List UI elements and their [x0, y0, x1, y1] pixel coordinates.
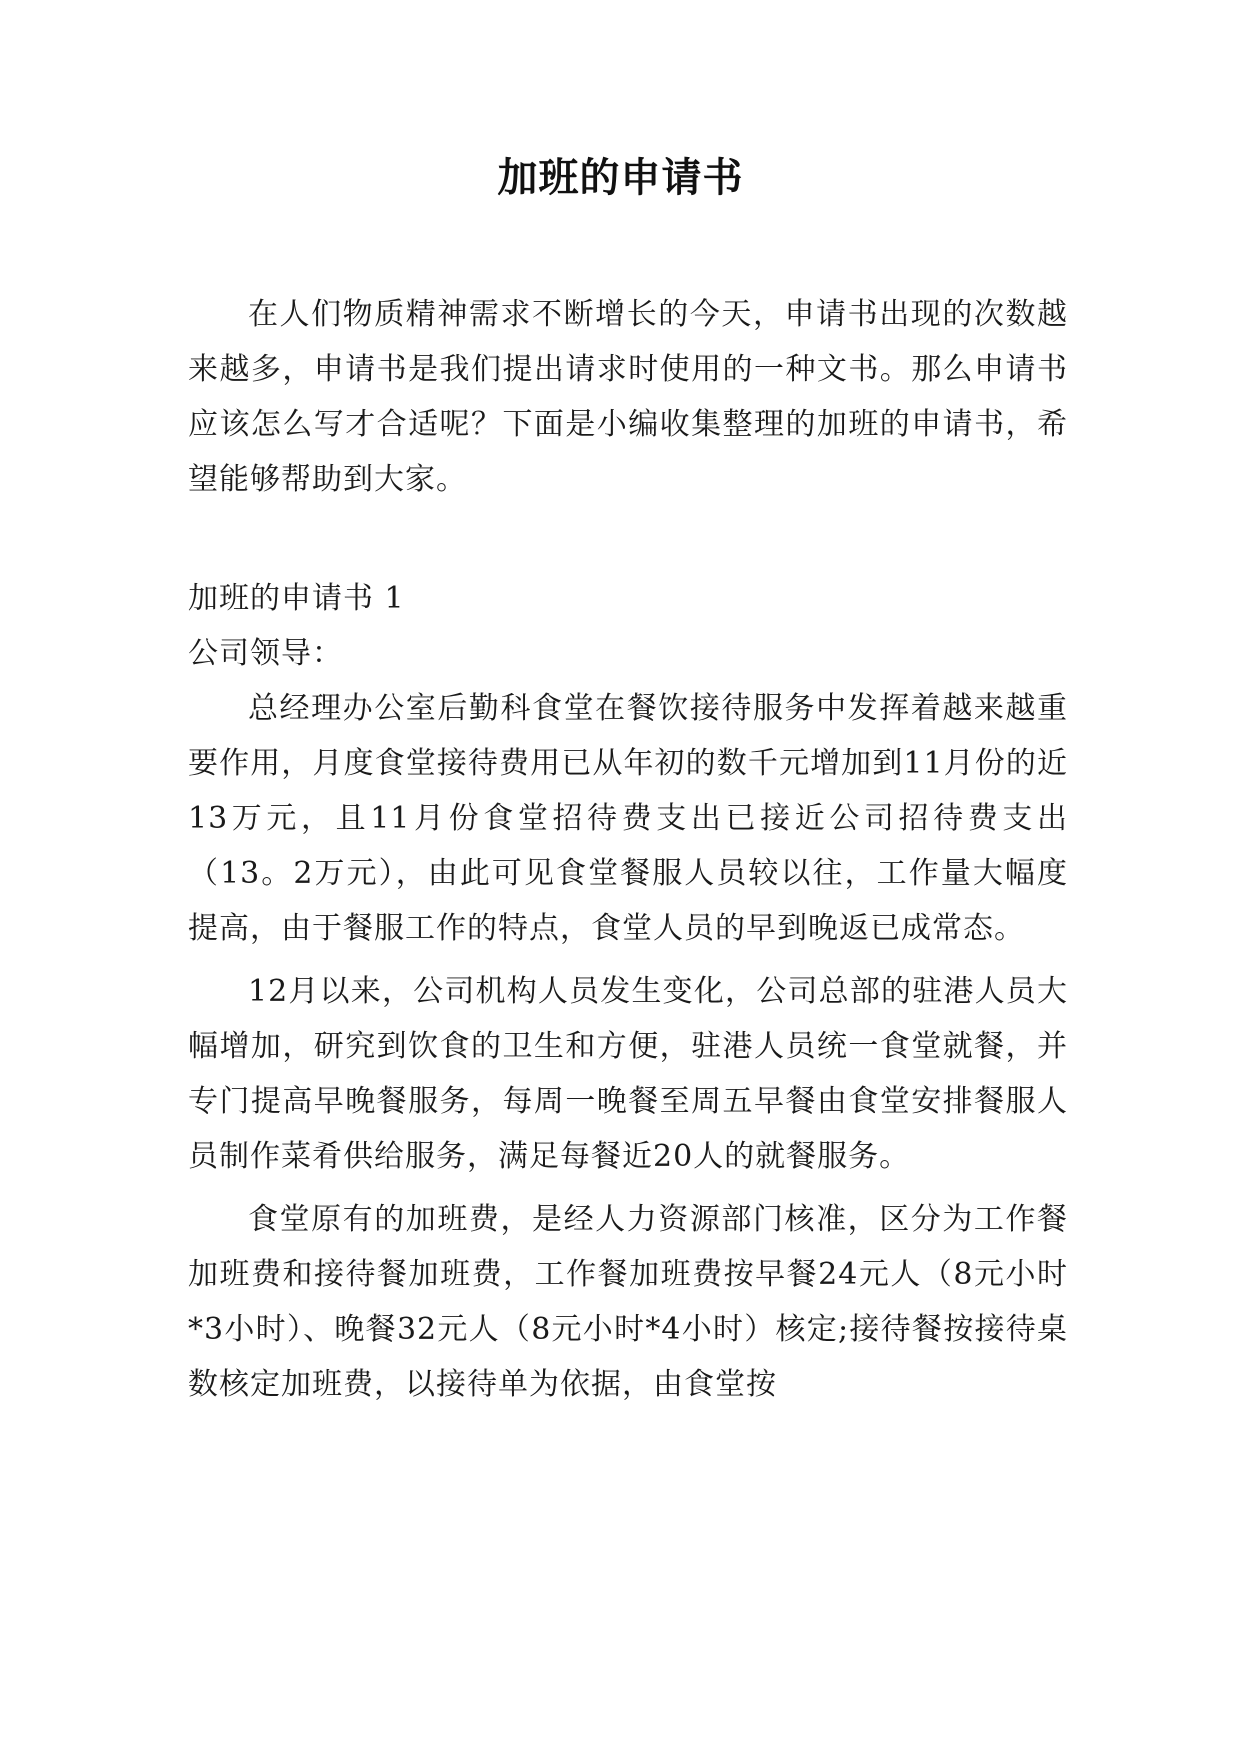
body-paragraph-2: 12月以来，公司机构人员发生变化，公司总部的驻港人员大幅增加，研究到饮食的卫生和方便，驻港人员统一食堂就餐，并专门提高早晚餐服务，每周一晚餐至周五早餐由食堂安排餐服人员制作菜肴供给服务，满足每餐近20人的就餐服务。 [188, 974, 1068, 1174]
section-heading: 加班的申请书 1 [188, 581, 405, 616]
document-title: 加班的申请书 [497, 154, 744, 201]
salutation: 公司领导： [188, 636, 343, 671]
body-paragraph-1: 总经理办公室后勤科食堂在餐饮接待服务中发挥着越来越重要作用，月度食堂接待费用已从年初的数千元增加到11月份的近13万元，且11月份食堂招待费支出已接近公司招待费支出（13。2万元），由此可见食堂餐服人员较以往，工作量大幅度提高，由于餐服工作的特点，食堂人员的早到晚返已成常态。 [188, 691, 1068, 946]
body-paragraph-3: 食堂原有的加班费，是经人力资源部门核准，区分为工作餐加班费和接待餐加班费，工作餐加班费按早餐24元人（8元小时*3小时）、晚餐32元人（8元小时*4小时）核定;接待餐按接待桌数核定加班费，以接待单为依据，由食堂按 [188, 1202, 1068, 1402]
document-body [188, 287, 1068, 1412]
intro-paragraph: 在人们物质精神需求不断增长的今天，申请书出现的次数越来越多，申请书是我们提出请求时使用的一种文书。那么申请书应该怎么写才合适呢？下面是小编收集整理的加班的申请书，希望能够帮助到大家。 [188, 297, 1068, 497]
